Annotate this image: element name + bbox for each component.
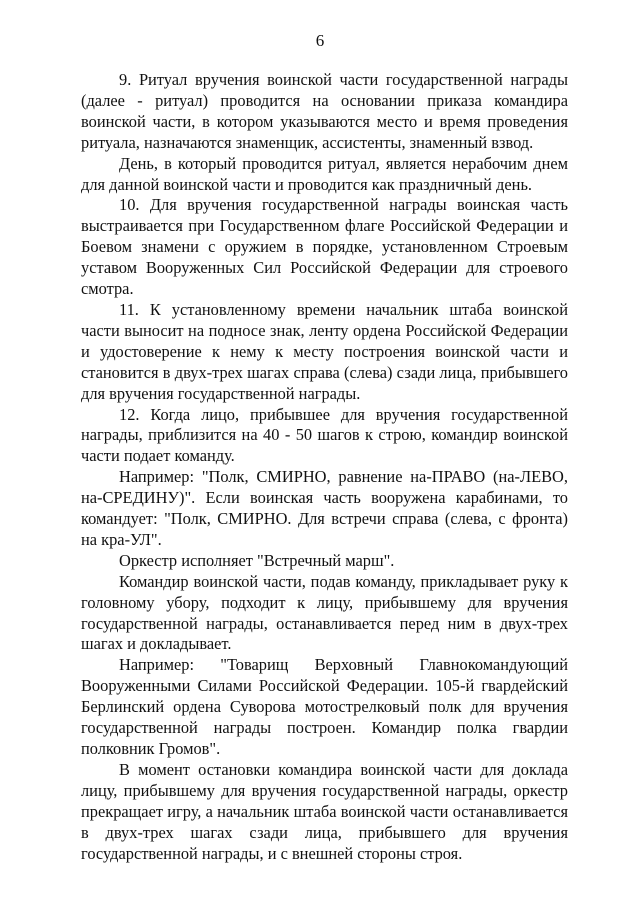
paragraph-report-example: Например: "Товарищ Верховный Главнокомандующий Вооруженными Силами Российской Федерации. 105-й гвардейский Берлинский ордена Суворова мотострелковый полк для вручения государственной награды построен. Командир полка гвардии полковник Громов". — [81, 655, 568, 758]
paragraph-12-command: 12. Когда лицо, прибывшее для вручения государственной награды, приблизится на 40 - 50 шагов к строю, командир воинской части подает команду. — [81, 404, 568, 466]
document-body — [81, 70, 568, 864]
paragraph-command-example: Например: "Полк, СМИРНО, равнение на-ПРАВО (на-ЛЕВО, на-СРЕДИНУ)". Если воинская часть вооружена карабинами, то командует: "Полк, СМИРНО. Для встречи справа (слева, с фронта) на кра-УЛ". — [81, 467, 568, 549]
paragraph-11-chief-of-staff: 11. К установленному времени начальник штаба воинской части выносит на подносе знак, ленту ордена Российской Федерации и удостоверение к нему к месту построения воинской части и становится в двух-трех шагах справа (слева) сзади лица, прибывшего для вручения государственной награды. — [81, 299, 568, 403]
paragraph-9-ritual-order: 9. Ритуал вручения воинской части государственной награды (далее - ритуал) проводится на основании приказа командира воинской части, в котором указываются место и время проведения ритуала, назначаются знаменщик, ассистенты, знаменный взвод. — [81, 70, 568, 152]
paragraph-orchestra: Оркестр исполняет "Встречный марш". — [119, 550, 395, 570]
paragraph-ritual-day: День, в который проводится ритуал, является нерабочим днем для данной воинской части и проводится как праздничный день. — [81, 153, 568, 194]
page-number: 6 — [315, 31, 325, 50]
paragraph-commander-report: Командир воинской части, подав команду, прикладывает руку к головному убору, подходит к лицу, прибывшему для вручения государственной награды, останавливается перед ним в двух-трех шагах и докладывает. — [81, 571, 568, 654]
paragraph-10-formation: 10. Для вручения государственной награды воинская часть выстраивается при Государственном флаге Российской Федерации и Боевом знамени с оружием в порядке, установленном Строевым уставом Вооруженных Сил Российской Федерации для строевого смотра. — [81, 195, 568, 299]
paragraph-orchestra-stop: В момент остановки командира воинской части для доклада лицу, прибывшему для вручения государственной награды, оркестр прекращает игру, а начальник штаба воинской части останавливается в двух-трех шагах сзади лица, прибывшего для вручения государственной награды, и с внешней стороны строя. — [81, 759, 568, 863]
